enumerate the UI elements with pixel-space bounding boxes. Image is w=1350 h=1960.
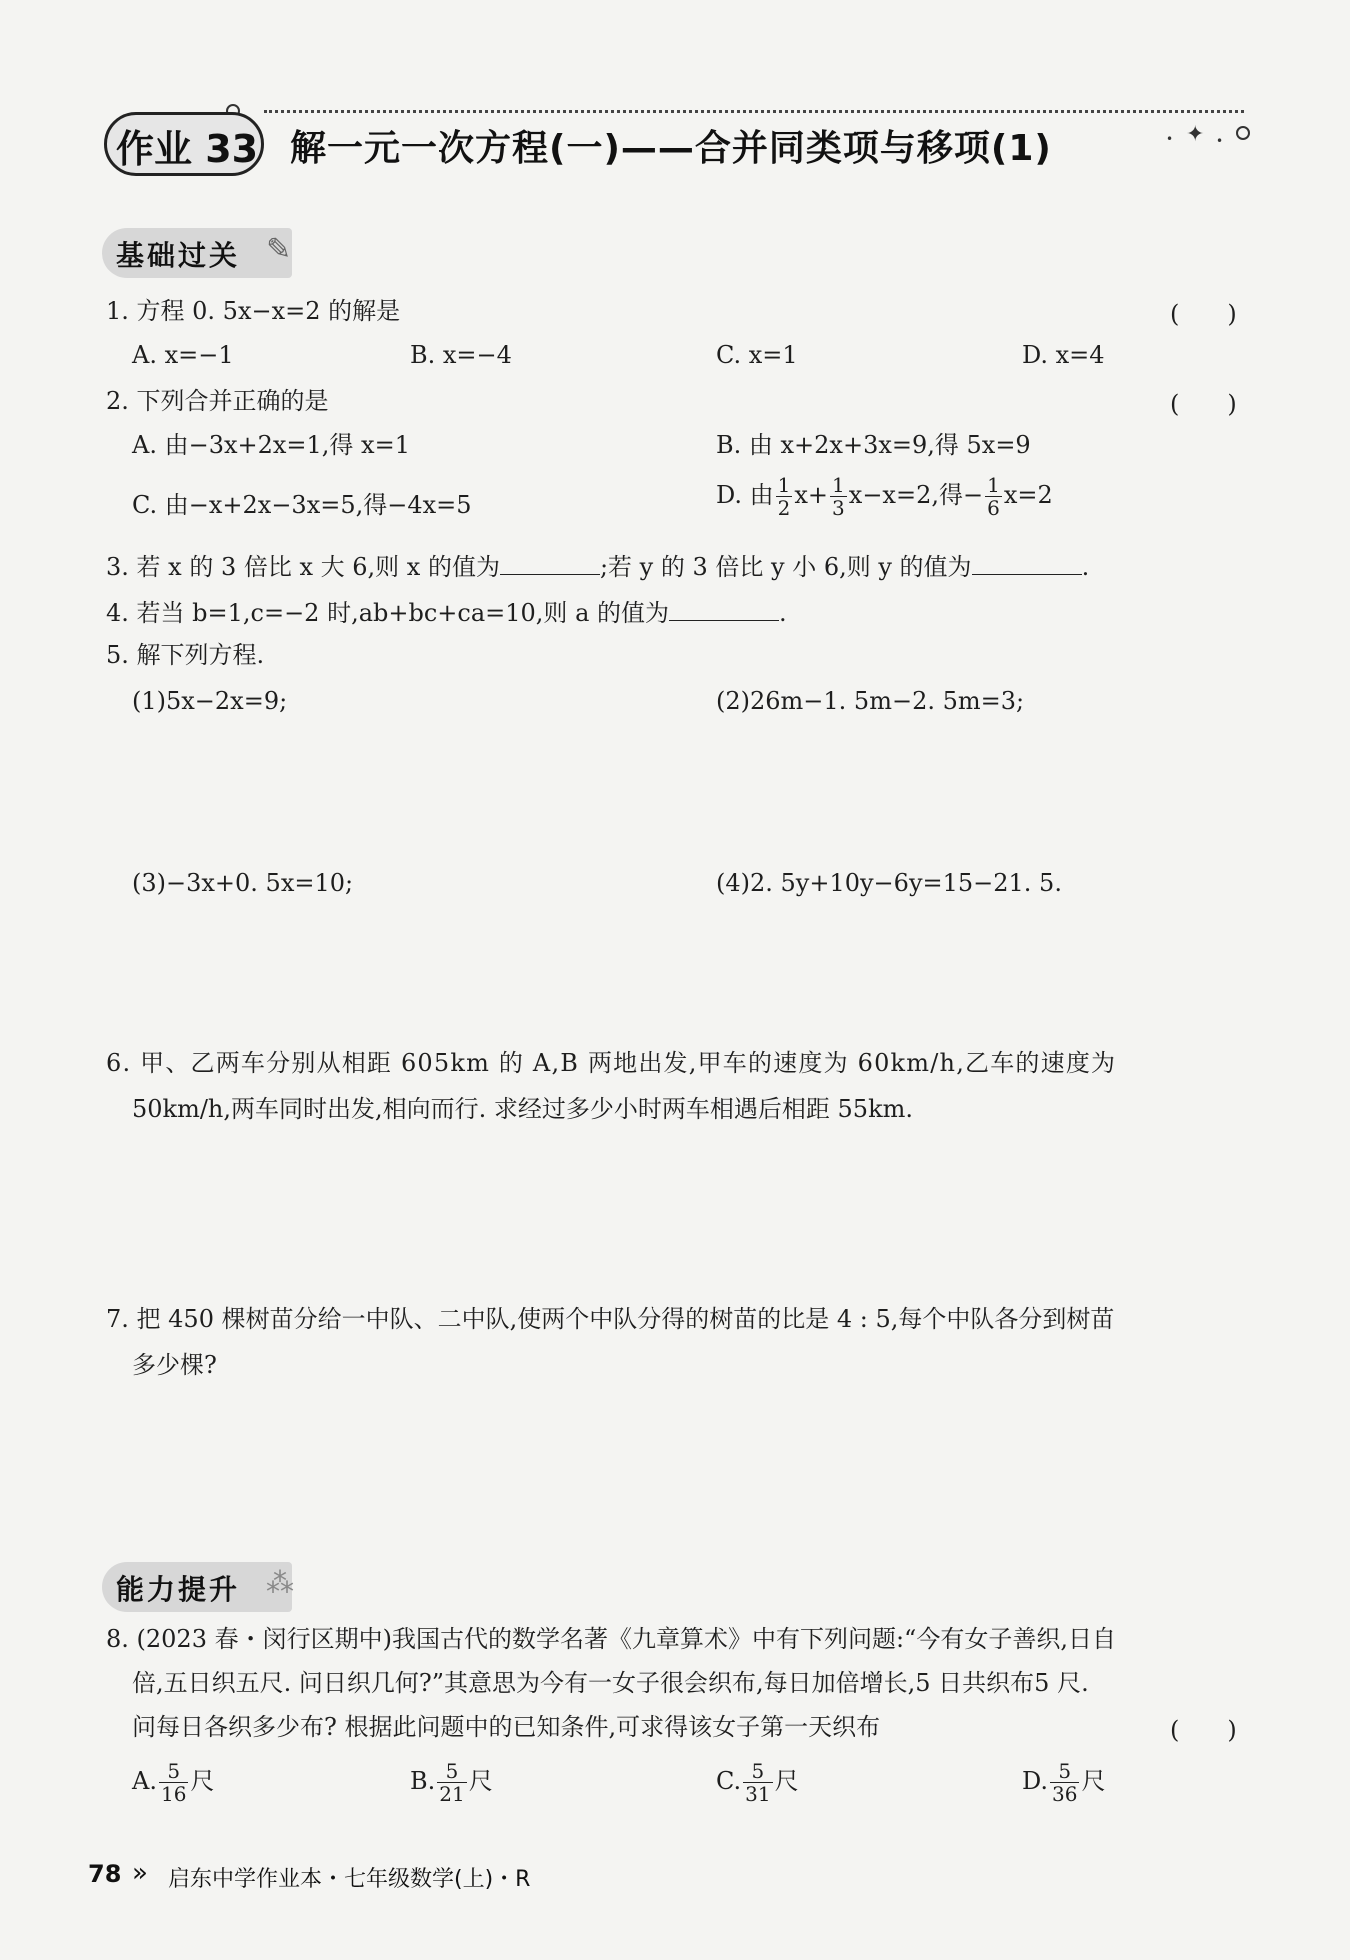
q2-d-term: x=2 — [1003, 481, 1053, 509]
section-title-advanced: 能力提升 — [116, 1573, 241, 1606]
fraction — [776, 474, 793, 519]
q2-option-d — [716, 474, 1053, 519]
q5-item-1: (1)5x−2x=9; — [132, 687, 288, 715]
book-title: 启东中学作业本・七年级数学(上)・R — [168, 1867, 531, 1892]
fraction — [830, 474, 847, 519]
q8-option-a — [132, 1760, 214, 1805]
fraction-denominator: 31 — [745, 1782, 771, 1806]
q4-text: 4. 若当 b=1,c=−2 时,ab+bc+ca=10,则 a 的值为 — [106, 599, 670, 627]
q5-stem: 5. 解下列方程. — [106, 641, 265, 669]
q8-option-b — [410, 1760, 493, 1805]
q5-item-2: (2)26m−1. 5m−2. 5m=3; — [716, 687, 1025, 715]
option-label: C. — [716, 1767, 742, 1795]
q8-answer-bracket: ( ) — [1170, 1716, 1237, 1744]
q5-item-4: (4)2. 5y+10y−6y=15−21. 5. — [716, 869, 1062, 897]
q1-option-d: D. x=4 — [1022, 341, 1105, 369]
chevron-right-icon: » — [132, 1858, 148, 1888]
q4-end: . — [779, 599, 787, 627]
q6-line2: 50km/h,两车同时出发,相向而行. 求经过多少小时两车相遇后相距 55km. — [132, 1095, 913, 1123]
fraction-denominator: 16 — [160, 1782, 187, 1806]
q1-option-b: B. x=−4 — [410, 341, 512, 369]
dot-icon: • — [1216, 134, 1224, 148]
page-title: 解一元一次方程(一)——合并同类项与移项(1) — [290, 128, 1052, 169]
q1-option-a: A. x=−1 — [132, 341, 234, 369]
option-label: D. — [1022, 1767, 1049, 1795]
fraction-denominator: 2 — [777, 496, 791, 520]
header-circle-right — [1236, 126, 1250, 140]
pencil-icon: ✎ — [266, 232, 292, 267]
q1-answer-bracket: ( ) — [1170, 300, 1237, 328]
q7-line1: 7. 把 450 棵树苗分给一中队、二中队,使两个中队分得的树苗的比是 4 : 5,每个中队各分到树苗 — [106, 1305, 1115, 1333]
q2-d-term: x−x=2,得− — [848, 481, 984, 509]
fraction-numerator: 5 — [743, 1760, 772, 1783]
q7-line2: 多少棵? — [132, 1351, 217, 1379]
q3-part2: ;若 y 的 3 倍比 y 小 6,则 y 的值为 — [599, 553, 972, 581]
q2-d-prefix: D. 由 — [716, 481, 774, 509]
q2-stem: 2. 下列合并正确的是 — [106, 387, 329, 415]
header-dotted-line — [264, 110, 1244, 113]
fraction — [985, 474, 1002, 519]
fraction — [159, 1760, 188, 1805]
fraction-denominator: 21 — [439, 1782, 465, 1806]
q8-line3: 问每日各织多少布? 根据此问题中的已知条件,可求得该女子第一天织布 — [132, 1713, 881, 1741]
q8-option-d — [1022, 1760, 1105, 1805]
q2-answer-bracket: ( ) — [1170, 390, 1237, 418]
q4 — [106, 594, 787, 630]
fraction-numerator: 1 — [832, 473, 845, 497]
q3-part1: 3. 若 x 的 3 倍比 x 大 6,则 x 的值为 — [106, 553, 500, 581]
q2-d-term: x+ — [794, 481, 829, 509]
answer-blank[interactable] — [500, 548, 600, 575]
assignment-number: 作业 33 — [116, 127, 259, 171]
fraction-numerator: 1 — [777, 473, 791, 497]
section-title-basic: 基础过关 — [116, 239, 241, 272]
sparkle-icon: ✦ — [1186, 122, 1205, 147]
q6-line1: 6. 甲、乙两车分别从相距 605km 的 A,B 两地出发,甲车的速度为 60km/h,乙车的速度为 — [106, 1049, 1117, 1077]
q5-item-3: (3)−3x+0. 5x=10; — [132, 869, 354, 897]
option-unit: 尺 — [774, 1767, 799, 1795]
fraction-denominator: 6 — [987, 496, 1000, 520]
fraction-denominator: 36 — [1052, 1782, 1078, 1806]
q3-end: . — [1081, 553, 1090, 581]
q2-option-c: C. 由−x+2x−3x=5,得−4x=5 — [132, 491, 472, 519]
q3 — [106, 548, 1089, 584]
fraction-numerator: 5 — [159, 1760, 188, 1783]
q8-line2: 倍,五日织五尺. 问日织几何?”其意思为今有一女子很会织布,每日加倍增长,5 日共织布5 尺. — [132, 1669, 1089, 1697]
q1-stem: 1. 方程 0. 5x−x=2 的解是 — [106, 297, 401, 325]
q1-option-c: C. x=1 — [716, 341, 798, 369]
option-unit: 尺 — [190, 1767, 215, 1795]
q2-option-a: A. 由−3x+2x=1,得 x=1 — [132, 431, 410, 459]
fraction — [437, 1760, 466, 1805]
answer-blank[interactable] — [669, 594, 779, 621]
option-label: B. — [410, 1767, 436, 1795]
fraction — [743, 1760, 772, 1805]
answer-blank[interactable] — [972, 548, 1082, 575]
fraction-denominator: 3 — [832, 496, 845, 520]
q8-line1: 8. (2023 春・闵行区期中)我国古代的数学名著《九章算术》中有下列问题:“今有女子善织,日自 — [106, 1625, 1116, 1653]
option-label: A. — [132, 1767, 157, 1795]
page-number: 78 — [88, 1860, 122, 1888]
fraction-numerator: 1 — [987, 473, 1000, 497]
q8-option-c — [716, 1760, 799, 1805]
option-unit: 尺 — [1081, 1767, 1106, 1795]
fraction — [1050, 1760, 1079, 1805]
q2-option-b: B. 由 x+2x+3x=9,得 5x=9 — [716, 431, 1031, 459]
sparkle-icon: ⁂ — [266, 1566, 294, 1599]
option-unit: 尺 — [468, 1767, 493, 1795]
dot-icon: • — [1166, 132, 1174, 146]
fraction-numerator: 5 — [437, 1760, 466, 1783]
fraction-numerator: 5 — [1050, 1760, 1079, 1783]
